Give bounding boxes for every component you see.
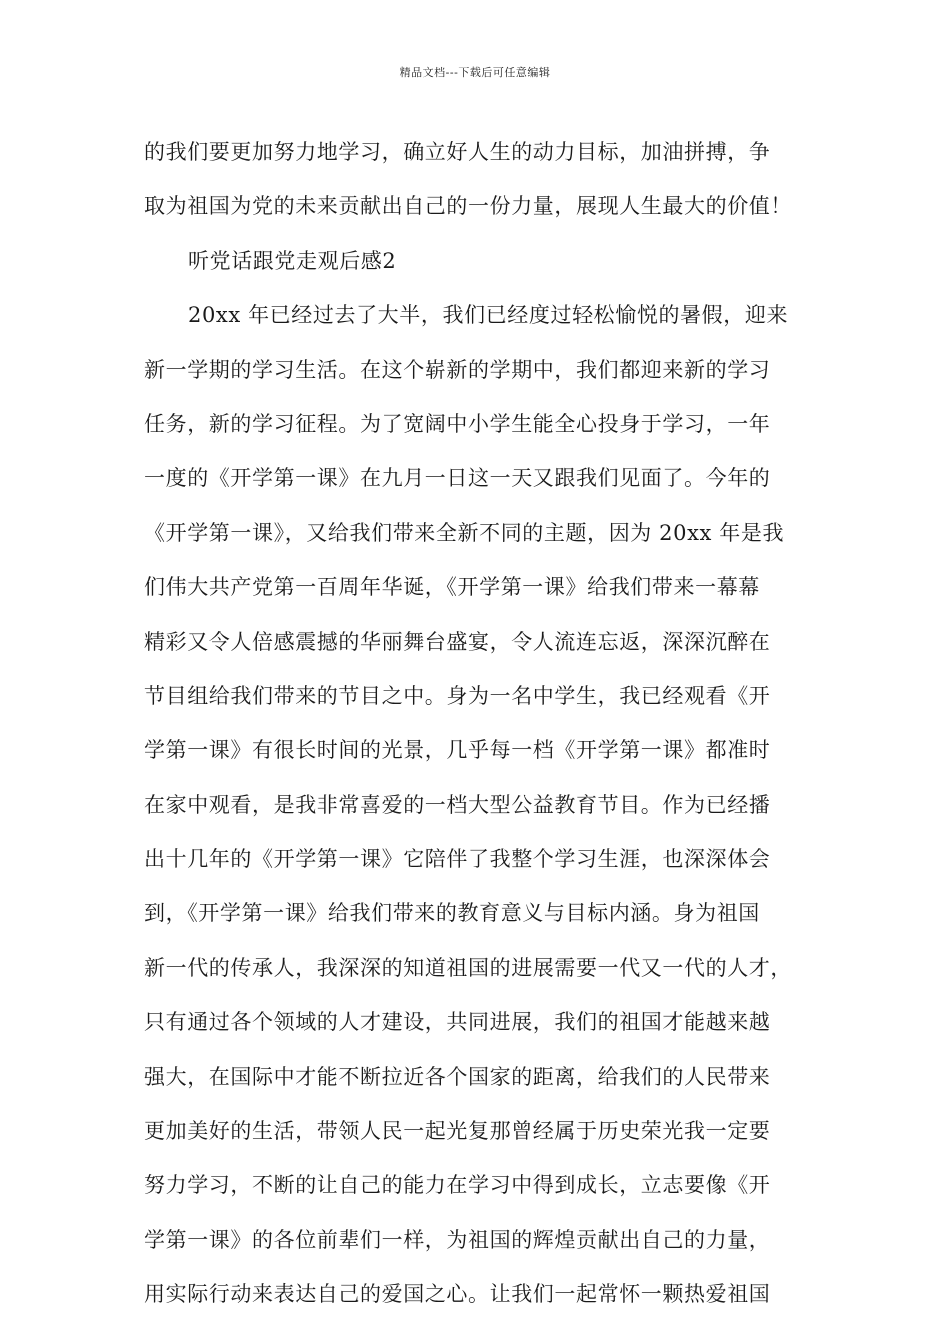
text-line: 的我们要更加努力地学习，确立好人生的动力目标，加油拼搏，争 bbox=[144, 140, 771, 164]
text-line: 《开学第一课》，又给我们带来全新不同的主题，因为 20xx 年是我 bbox=[144, 520, 785, 545]
section-heading: 听党话跟党走观后感2 bbox=[188, 248, 397, 273]
text-line: 精彩又令人倍感震撼的华丽舞台盛宴，令人流连忘返，深深沉醉在 bbox=[144, 629, 771, 654]
text-line: 更加美好的生活，带领人民一起光复那曾经属于历史荣光我一定要 bbox=[144, 1119, 771, 1144]
text-line: 努力学习，不断的让自己的能力在学习中得到成长，立志要像《开 bbox=[144, 1173, 771, 1198]
text-line: 新一学期的学习生活。在这个崭新的学期中，我们都迎来新的学习 bbox=[144, 357, 771, 382]
text-line: 新一代的传承人，我深深的知道祖国的进展需要一代又一代的人才， bbox=[144, 955, 792, 980]
text-line: 取为祖国为党的未来贡献出自己的一份力量，展现人生最大的价值！ bbox=[144, 194, 792, 219]
text-line: 在家中观看，是我非常喜爱的一档大型公益教育节目。作为已经播 bbox=[144, 792, 771, 817]
text-line: 一度的《开学第一课》在九月一日这一天又跟我们见面了。今年的 bbox=[144, 466, 771, 491]
text-line: 用实际行动来表达自己的爱国之心。让我们一起常怀一颗热爱祖国 bbox=[144, 1282, 771, 1307]
text-line: 节目组给我们带来的节目之中。身为一名中学生，我已经观看《开 bbox=[144, 683, 771, 708]
text-line: 强大，在国际中才能不断拉近各个国家的距离，给我们的人民带来 bbox=[144, 1064, 771, 1089]
text-line: 们伟大共产党第一百周年华诞，《开学第一课》给我们带来一幕幕 bbox=[144, 575, 760, 600]
text-line: 出十几年的《开学第一课》它陪伴了我整个学习生涯，也深深体会 bbox=[144, 847, 771, 872]
page-header: 精品文档---下载后可任意编辑 bbox=[399, 66, 551, 79]
text-line: 学第一课》的各位前辈们一样，为祖国的辉煌贡献出自己的力量， bbox=[144, 1227, 771, 1252]
text-line: 只有通过各个领域的人才建设，共同进展，我们的祖国才能越来越 bbox=[144, 1010, 771, 1035]
text-line: 20xx 年已经过去了大半，我们已经度过轻松愉悦的暑假，迎来 bbox=[188, 303, 789, 328]
text-line: 任务，新的学习征程。为了宽阔中小学生能全心投身于学习，一年 bbox=[144, 411, 771, 436]
text-line: 学第一课》有很长时间的光景，几乎每一档《开学第一课》都准时 bbox=[144, 738, 771, 763]
document-body bbox=[144, 125, 824, 1322]
text-line: 到，《开学第一课》给我们带来的教育意义与目标内涵。身为祖国 bbox=[144, 901, 760, 926]
